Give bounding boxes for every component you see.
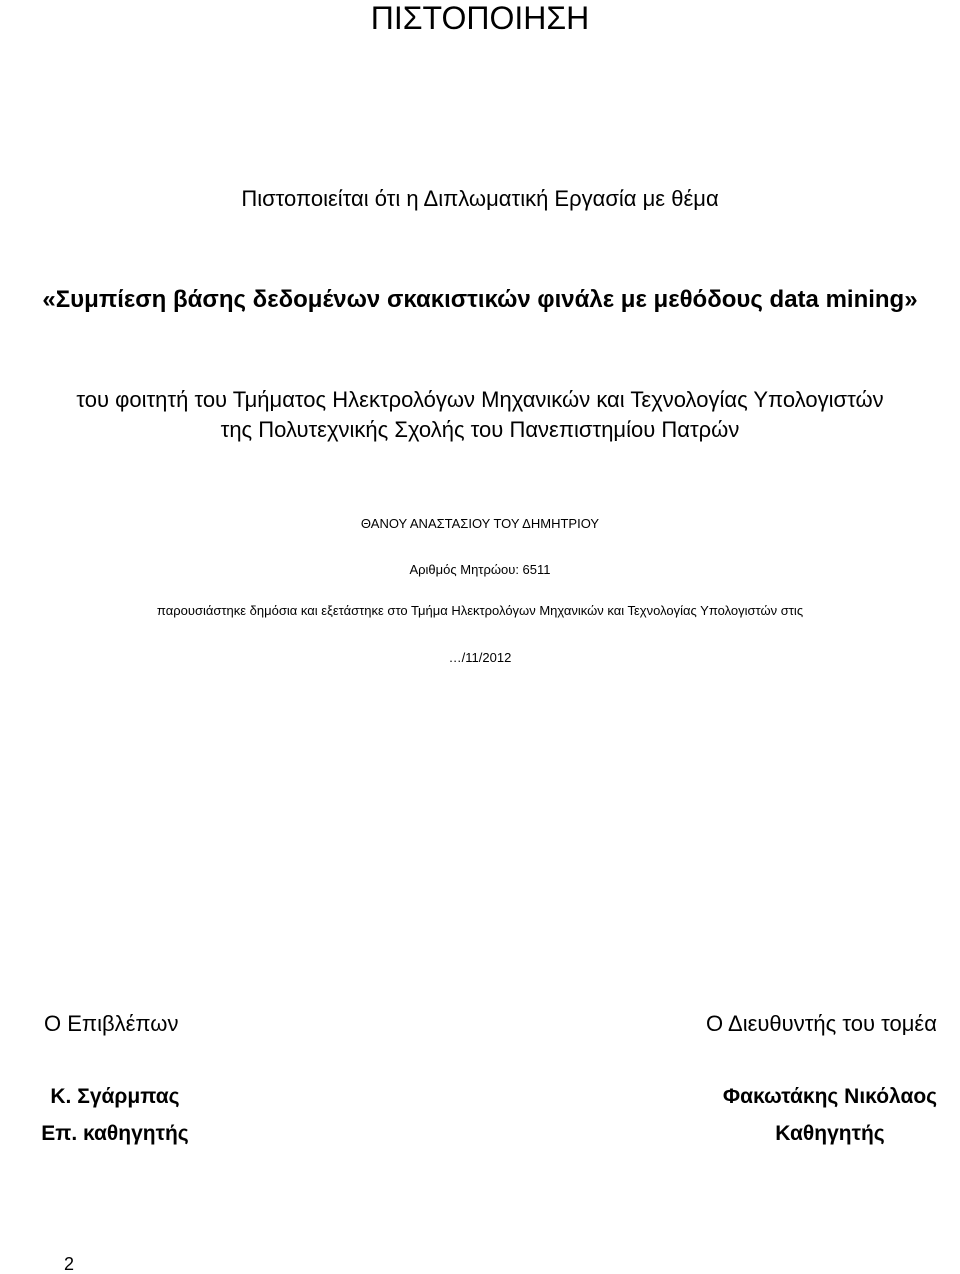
- presentation-date: …/11/2012: [448, 650, 512, 665]
- supervisor-role: Ο Επιβλέπων: [44, 1011, 179, 1036]
- registration-number: Αριθμός Μητρώου: 6511: [409, 562, 551, 577]
- thesis-topic: «Συμπίεση βάσης δεδομένων σκακιστικών φινάλε με μεθόδους data mining»: [42, 286, 918, 313]
- intro-text: Πιστοποιείται ότι η Διπλωματική Εργασία με θέμα: [241, 186, 719, 211]
- presentation-statement: παρουσιάστηκε δημόσια και εξετάστηκε στο Τμήμα Ηλεκτρολόγων Μηχανικών και Τεχνολογίας Υπολογιστών στις: [156, 603, 804, 618]
- student-school-line: της Πολυτεχνικής Σχολής του Πανεπιστημίου Πατρών: [220, 417, 740, 442]
- student-department-line: του φοιτητή του Τμήματος Ηλεκτρολόγων Μηχανικών και Τεχνολογίας Υπολογιστών: [76, 387, 884, 412]
- director-title: Καθηγητής: [775, 1122, 885, 1145]
- director-name: Φακωτάκης Νικόλαος: [722, 1085, 938, 1108]
- student-name: ΘΑΝΟΥ ΑΝΑΣΤΑΣΙΟΥ ΤΟΥ ΔΗΜΗΤΡΙΟΥ: [360, 516, 600, 531]
- supervisor-name: Κ. Σγάρμπας: [50, 1085, 180, 1108]
- supervisor-title: Επ. καθηγητής: [41, 1122, 189, 1145]
- director-role: Ο Διευθυντής του τομέα: [706, 1011, 937, 1036]
- page-number: 2: [64, 1254, 75, 1274]
- page-title: ΠΙΣΤΟΠΟΙΗΣΗ: [370, 0, 590, 36]
